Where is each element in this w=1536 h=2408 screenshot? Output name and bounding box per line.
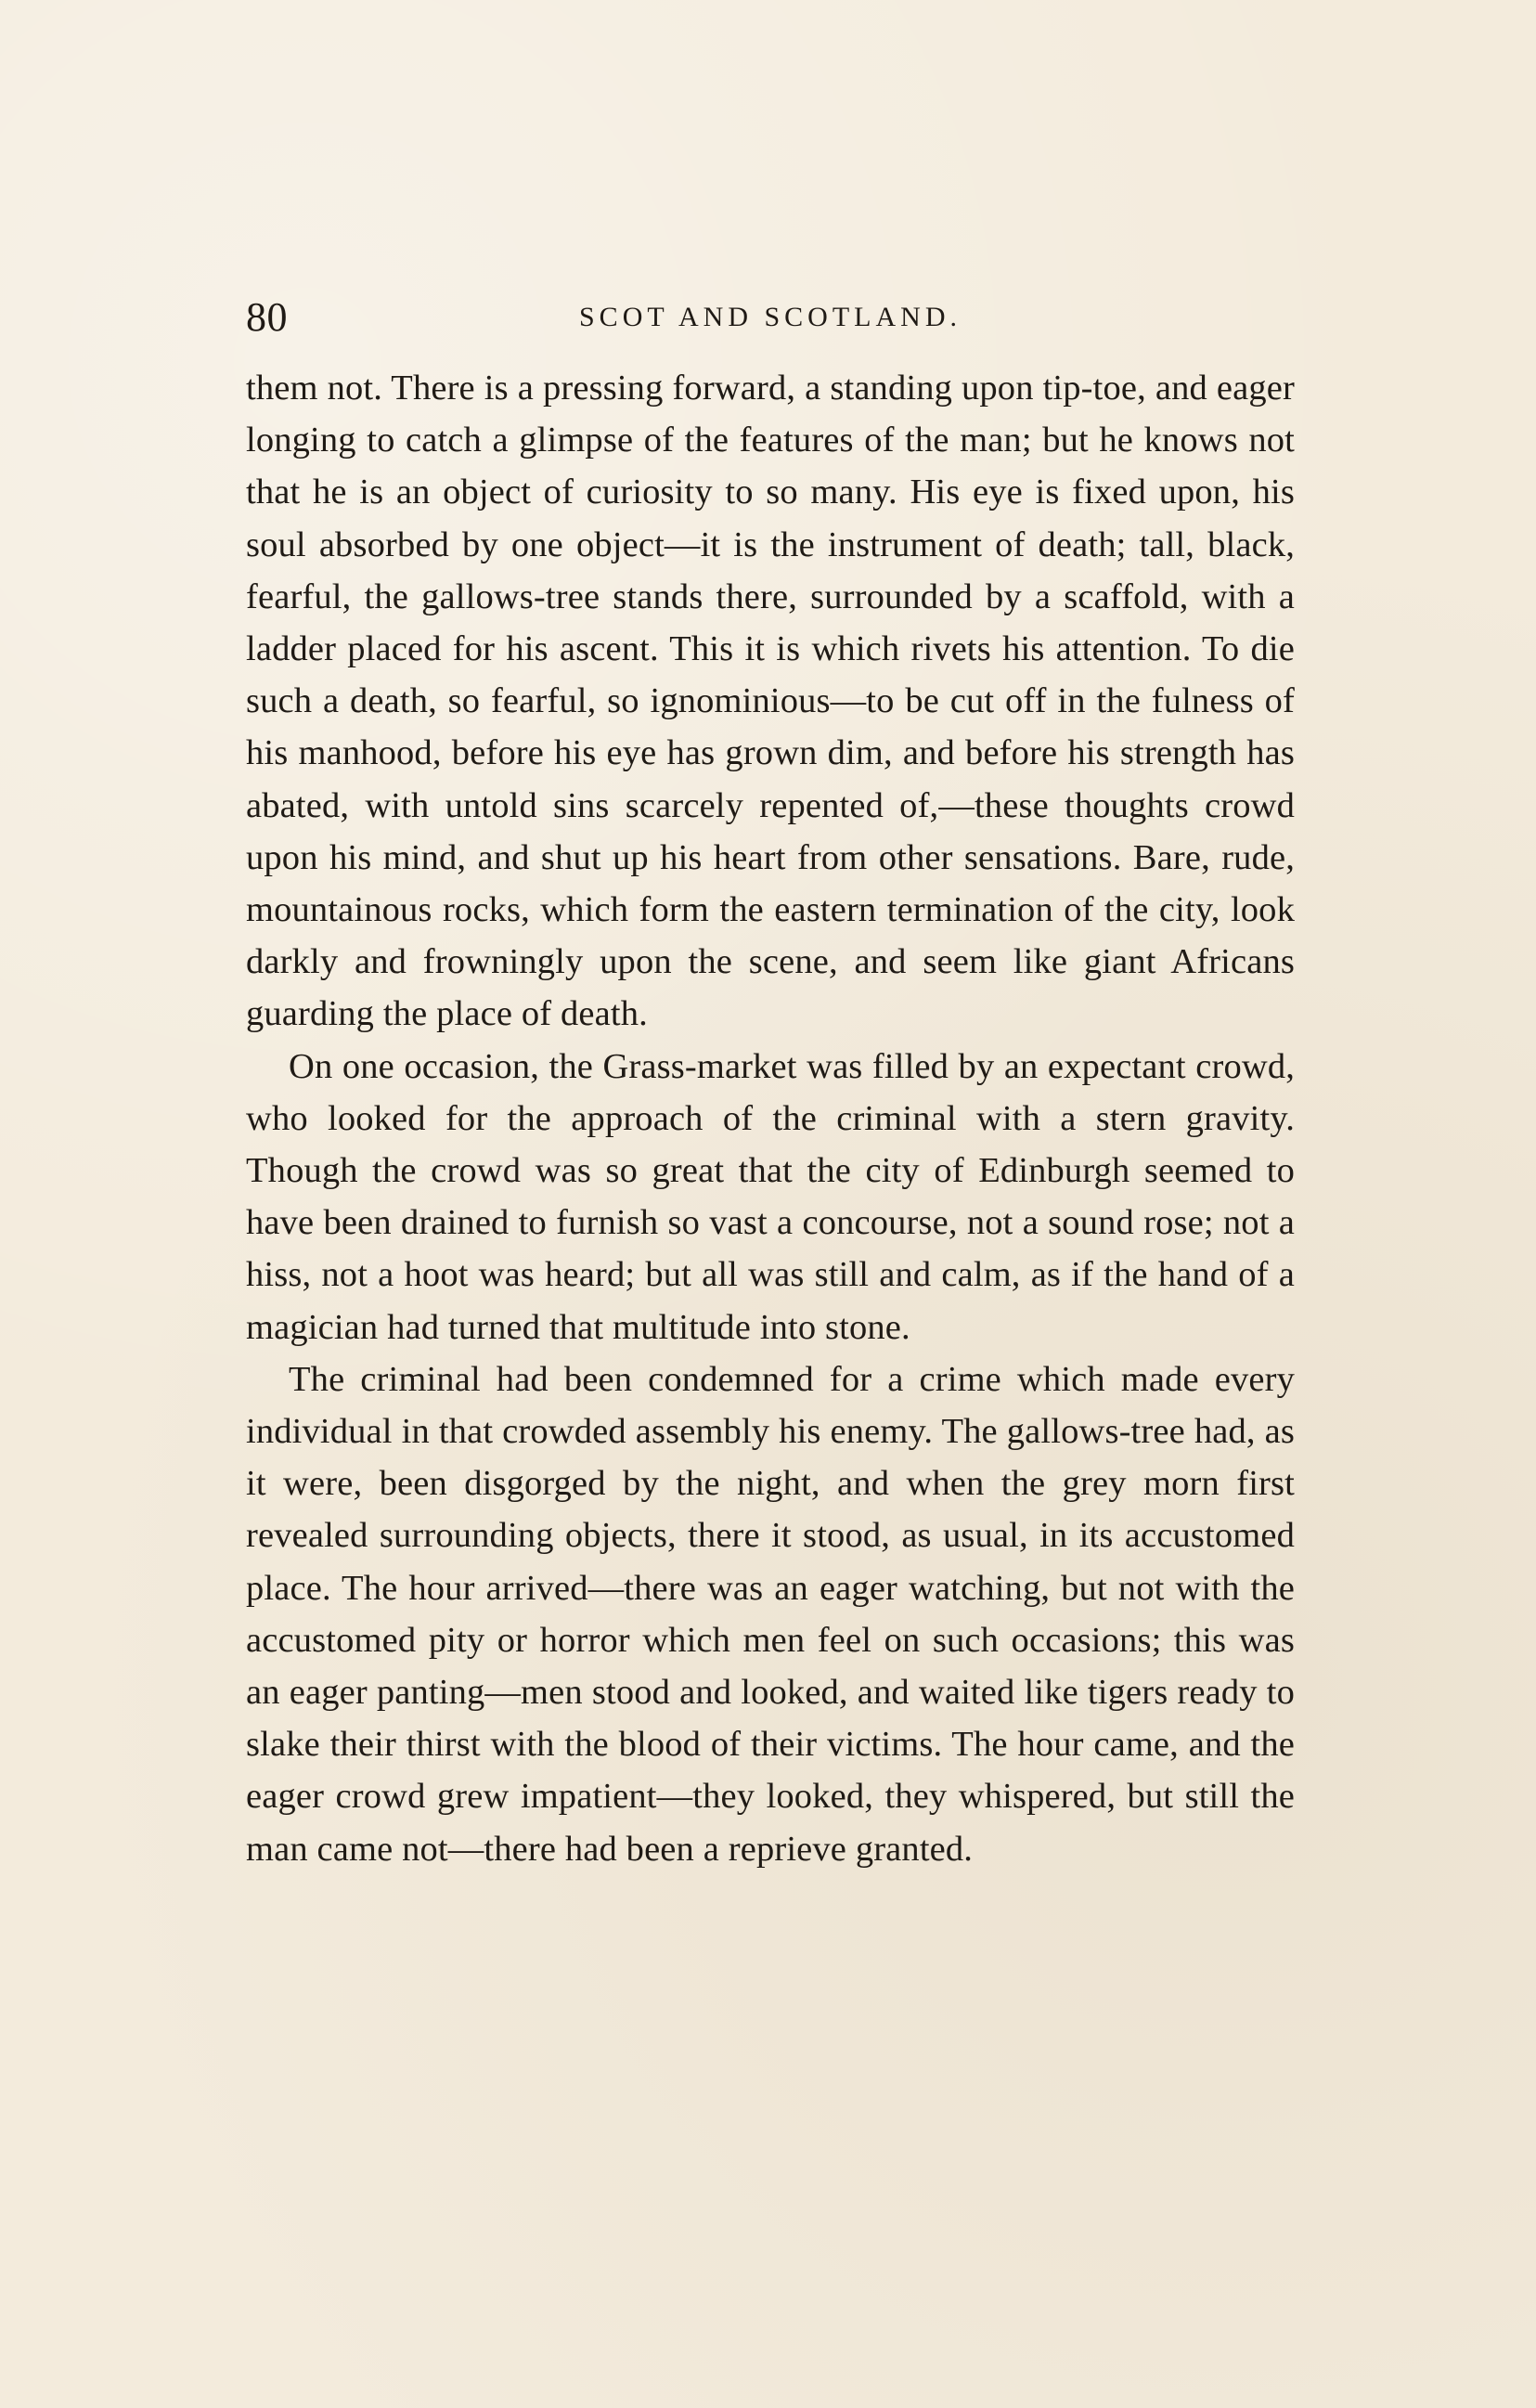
paragraph-3: The criminal had been condemned for a crime which made every individual in that crowded assembly his enemy. The gallows-tree had, as it were, been disgorged by the night, and when the grey morn first revealed surrounding objects, there it stood, as usual, in its accustomed place. The hour arrived—there was an eager watching, but not with the accustomed pity or horror which men feel on such occasions; this was an eager panting—men stood and looked, and waited like tigers ready to slake their thirst with the blood of their victims. The hour came, and the eager crowd grew impatient—they looked, they whispered, but still the man came not—there had been a reprieve granted.: [246, 1359, 1295, 1869]
paragraph-2: On one occasion, the Grass-market was filled by an expectant crowd, who looked for the approach of the criminal with a stern gravity. Though the crowd was so great that the city of Edinburgh seemed to have been drained to furnish so vast a concourse, not a sound rose; not a hiss, not a hoot was heard; but all was still and calm, as if the hand of a magician had turned that multitude into stone.: [246, 1046, 1295, 1347]
paragraph-1: them not. There is a pressing forward, a standing upon tip-toe, and eager longing to catch a glimpse of the features of the man; but he knows not that he is an object of curiosity to so many. His eye is fixed upon, his soul absorbed by one object—it is the instrument of death; tall, black, fearful, the gallows-tree stands there, surrounded by a scaffold, with a ladder placed for his ascent. This it is which rivets his attention. To die such a death, so fearful, so ignominious—to be cut off in the fulness of his manhood, before his eye has grown dim, and before his strength has abated, with untold sins scarcely repented of,—these thoughts crowd upon his mind, and shut up his heart from other sensations. Bare, rude, mountainous rocks, which form the eastern termination of the city, look darkly and frowningly upon the scene, and seem like giant Africans guarding the place of death.: [246, 369, 1295, 1034]
running-title: SCOT AND SCOTLAND.: [579, 302, 962, 332]
page-header: [246, 290, 1295, 345]
page-number: 80: [246, 294, 288, 340]
body-text: [246, 362, 1295, 1875]
